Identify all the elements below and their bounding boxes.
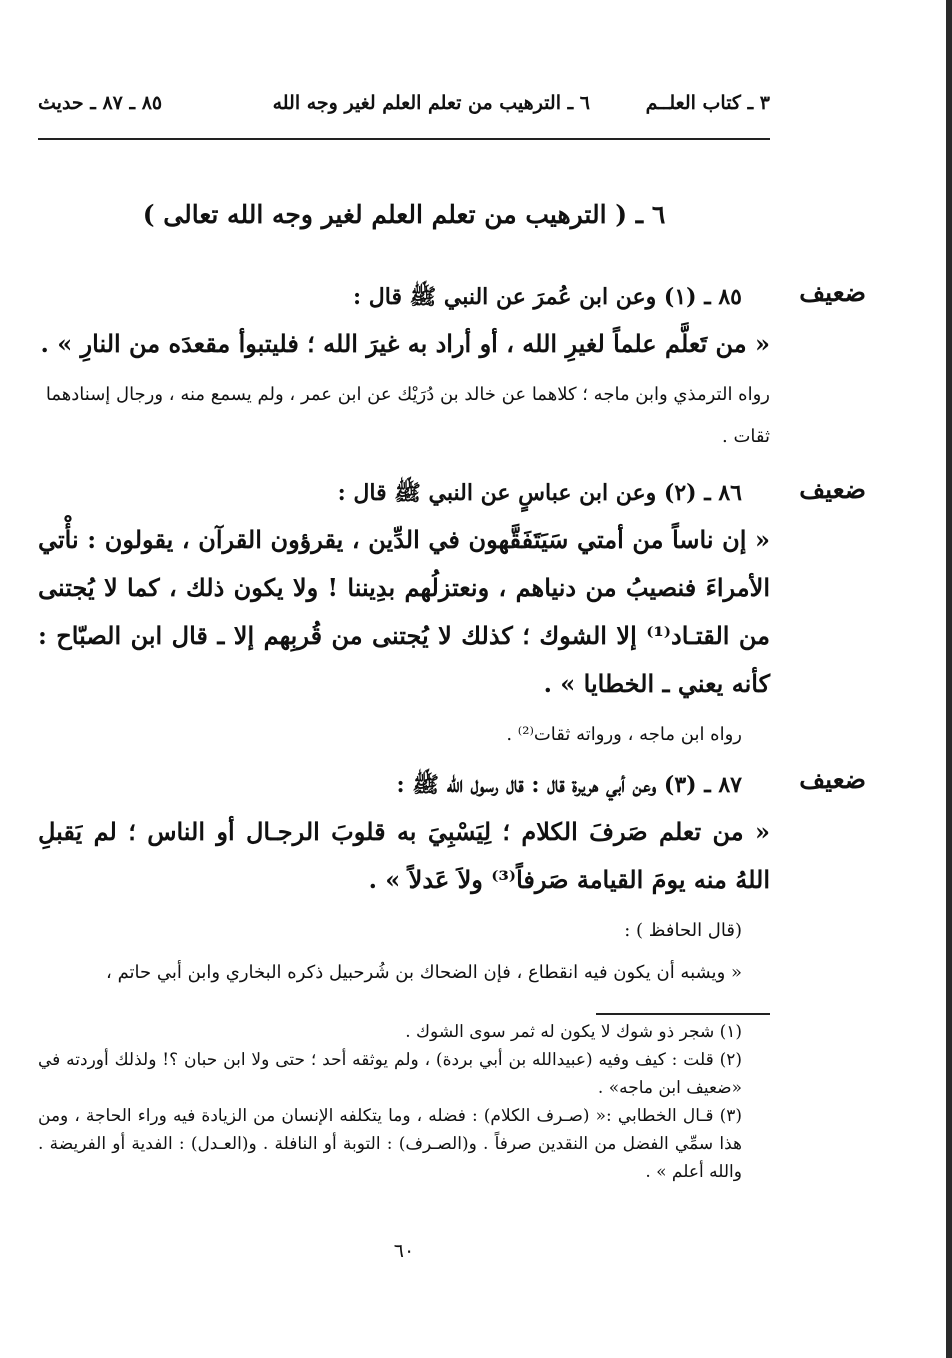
hadith-86 xyxy=(38,470,770,756)
footnote-divider xyxy=(596,1013,770,1015)
hadith-85-intro: ٨٥ ـ (١) وعن ابن عُمرَ عن النبي ﷺ قال : xyxy=(352,284,742,310)
header-hadith-range: ٨٥ ـ ٨٧ ـ حديث xyxy=(38,92,163,114)
header-divider xyxy=(38,138,770,140)
chapter-title: ٦ ـ ( الترهيب من تعلم العلم لغير وجه الله تعالى ) xyxy=(142,200,666,229)
grade-label-86: ضعيف xyxy=(799,475,866,504)
footnotes xyxy=(38,1018,770,1186)
header-chapter-title: ٦ ـ الترهيب من تعلم العلم لغير وجه الله xyxy=(272,92,590,114)
footnote-1: (١) شجر ذو شوك لا يكون له ثمر سوى الشوك . xyxy=(405,1022,742,1042)
hadith-85-text: « من تَعلَّم علماً لغيرِ الله ، أو أراد به غيرَ الله ؛ فليتبوأ مقعدَه من النارِ » . xyxy=(40,329,770,358)
scan-edge xyxy=(946,0,952,1358)
hadith-86-intro: ٨٦ ـ (٢) وعن ابن عباسٍ عن النبي ﷺ قال : xyxy=(337,480,742,506)
footnote-2: (٢) قلت : كيف وفيه (عبيدالله بن أبي بردة) ، ولم يوثقه أحد ؛ حتى ولا ابن حبان ؟! ولذلك أوردته في «ضعيف ابن ماجه» . xyxy=(38,1050,742,1098)
hadith-87-source: « ويشبه أن يكون فيه انقطاع ، فإن الضحاك بن شُرحبيل ذكره البخاري وابن أبي حاتم ، xyxy=(106,962,742,983)
hadith-85 xyxy=(38,274,770,458)
page-number: ٦٠ xyxy=(393,1240,415,1262)
hadith-87-source-label: (قال الحافظ ) : xyxy=(624,920,742,941)
hadith-86-source: رواه ابن ماجه ، ورواته ثقات⁽²⁾ . xyxy=(506,724,742,745)
grade-label-85: ضعيف xyxy=(799,278,866,307)
running-header xyxy=(38,92,770,128)
hadith-86-text: « إن ناساً من أمتي سَيَتَفَقَّهون في الدِّين ، يقرؤون القرآن ، يقولون : نأْتي الأمراءَ فنصيبُ من دنياهم ، ونعتزلُهم بدِيننا ! ولا يكون ذلك ، كما لا يُجتنى من القتـاد⁽¹⁾ إلا الشوك ؛ كذلك لا يُجتنى من قُربِهم إلا ـ قال ابن الصبّاح : كأنه يعني ـ الخطايا » . xyxy=(38,525,770,698)
grade-label-87: ضعيف xyxy=(799,765,866,794)
hadith-87-intro: ٨٧ ـ (٣) وعن أبي هريرة قال : قال رسول الله ﷺ : xyxy=(396,772,742,798)
header-book-title: ٣ ـ كتاب العلــم xyxy=(645,92,770,114)
hadith-87 xyxy=(38,762,770,994)
hadith-85-source: رواه الترمذي وابن ماجه ؛ كلاهما عن خالد بن دُرَيْك عن ابن عمر ، ولم يسمع منه ، ورجال إسنادهما ثقات . xyxy=(45,384,770,447)
hadith-87-text: « من تعلم صَرفَ الكلام ؛ لِيَسْبِيَ به قلوبَ الرجـال أو الناس ؛ لم يَقبلِ اللهُ منه يومَ القيامة صَرفاً⁽³⁾ ولاَ عَدلاً » . xyxy=(38,817,770,894)
footnote-3: (٣) قـال الخطابي :« (صـرف الكلام) : فضله ، وما يتكلفه الإنسان من الزيادة فيه وراء الحاجة ، ومن هذا سمِّي الفضل من النقدين صرفاً . و(الصـرف) : التوبة أو النافلة . و(العـدل) : الفدية أو الفريضة . والله أعلم » . xyxy=(38,1106,742,1182)
